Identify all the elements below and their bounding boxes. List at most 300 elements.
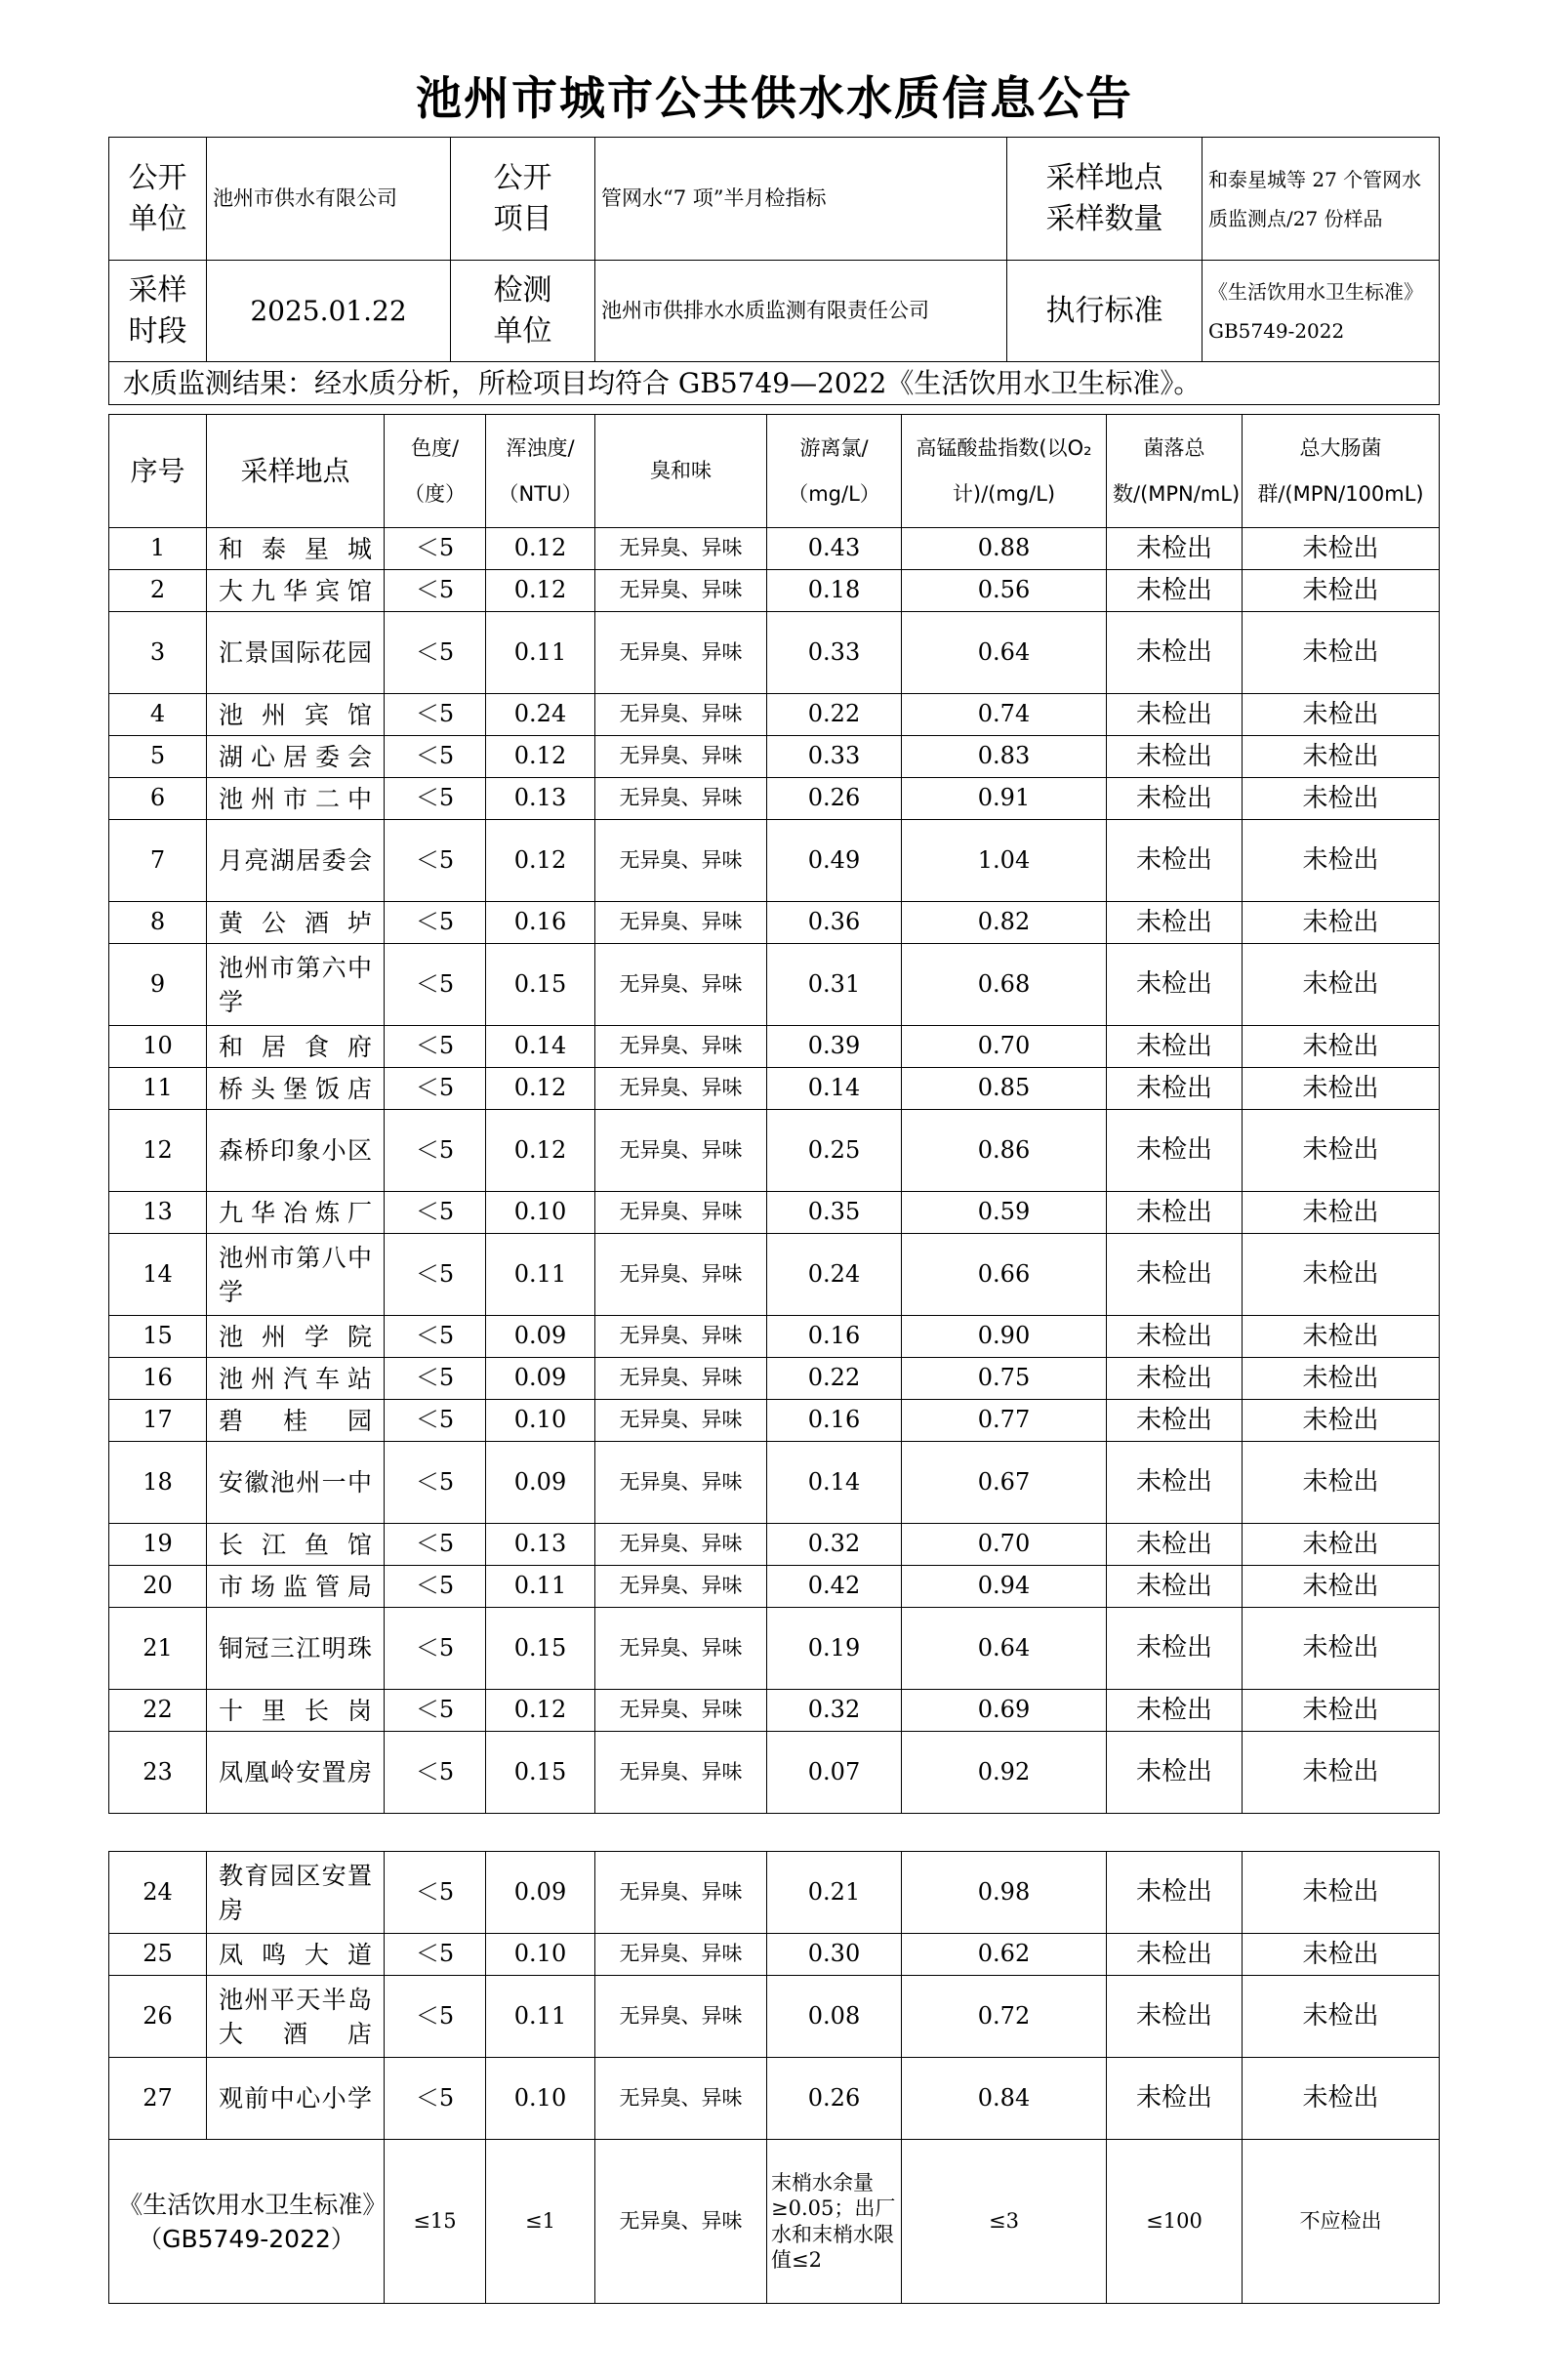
cell-turbidity: 0.16 [486, 902, 595, 944]
cell-odor: 无异臭、异味 [595, 1234, 767, 1316]
cell-coliform: 未检出 [1243, 2058, 1440, 2140]
cell-coliform: 未检出 [1243, 1608, 1440, 1690]
cell-odor: 无异臭、异味 [595, 1068, 767, 1110]
cell-site: 池州市二中 [207, 778, 385, 820]
cell-site: 汇景国际花园 [207, 612, 385, 694]
cell-turbidity: 0.11 [486, 1976, 595, 2058]
cell-no: 13 [109, 1192, 207, 1234]
cell-no: 9 [109, 944, 207, 1026]
cell-site: 黄公酒垆 [207, 902, 385, 944]
col-color: 色度/（度） [385, 415, 486, 528]
cell-color: ＜5 [385, 1316, 486, 1358]
cell-site: 大九华宾馆 [207, 570, 385, 612]
cell-coliform: 未检出 [1243, 1358, 1440, 1400]
cell-turbidity: 0.15 [486, 944, 595, 1026]
cell-turbidity: 0.12 [486, 528, 595, 570]
cell-color: ＜5 [385, 820, 486, 902]
table-row [109, 902, 1440, 944]
sample-value: 和泰星城等 27 个管网水质监测点/27 份样品 [1203, 138, 1440, 261]
cell-odor: 无异臭、异味 [595, 1192, 767, 1234]
cell-odor: 无异臭、异味 [595, 570, 767, 612]
standard-odor: 无异臭、异味 [595, 2140, 767, 2304]
cell-chlorine: 0.30 [767, 1934, 902, 1976]
cell-no: 20 [109, 1566, 207, 1608]
cell-turbidity: 0.13 [486, 778, 595, 820]
table-row [109, 1690, 1440, 1732]
cell-colony: 未检出 [1107, 1442, 1243, 1524]
standard-turbidity: ≤1 [486, 2140, 595, 2304]
cell-color: ＜5 [385, 1934, 486, 1976]
cell-coliform: 未检出 [1243, 612, 1440, 694]
cell-colony: 未检出 [1107, 1026, 1243, 1068]
cell-no: 23 [109, 1732, 207, 1814]
cell-site: 安徽池州一中 [207, 1442, 385, 1524]
cell-coliform: 未检出 [1243, 1732, 1440, 1814]
cell-color: ＜5 [385, 778, 486, 820]
cell-site: 和居食府 [207, 1026, 385, 1068]
cell-site: 月亮湖居委会 [207, 820, 385, 902]
col-odor: 臭和味 [595, 415, 767, 528]
table-row [109, 778, 1440, 820]
cell-chlorine: 0.18 [767, 570, 902, 612]
cell-no: 12 [109, 1110, 207, 1192]
cell-cod: 0.64 [902, 612, 1107, 694]
cell-chlorine: 0.24 [767, 1234, 902, 1316]
cell-turbidity: 0.09 [486, 1316, 595, 1358]
cell-coliform: 未检出 [1243, 1566, 1440, 1608]
cell-cod: 0.64 [902, 1608, 1107, 1690]
cell-odor: 无异臭、异味 [595, 1400, 767, 1442]
cell-coliform: 未检出 [1243, 1934, 1440, 1976]
cell-cod: 0.85 [902, 1068, 1107, 1110]
cell-colony: 未检出 [1107, 2058, 1243, 2140]
results-table-continued [108, 1851, 1440, 2304]
cell-chlorine: 0.08 [767, 1976, 902, 2058]
cell-cod: 0.59 [902, 1192, 1107, 1234]
cell-coliform: 未检出 [1243, 736, 1440, 778]
cell-odor: 无异臭、异味 [595, 694, 767, 736]
cell-no: 3 [109, 612, 207, 694]
results-table [108, 414, 1440, 1814]
cell-chlorine: 0.33 [767, 736, 902, 778]
cell-coliform: 未检出 [1243, 694, 1440, 736]
cell-site: 碧桂园 [207, 1400, 385, 1442]
cell-no: 24 [109, 1852, 207, 1934]
cell-colony: 未检出 [1107, 1192, 1243, 1234]
cell-cod: 0.91 [902, 778, 1107, 820]
cell-turbidity: 0.13 [486, 1524, 595, 1566]
cell-coliform: 未检出 [1243, 944, 1440, 1026]
cell-site: 桥头堡饭店 [207, 1068, 385, 1110]
cell-colony: 未检出 [1107, 1110, 1243, 1192]
cell-odor: 无异臭、异味 [595, 1934, 767, 1976]
cell-odor: 无异臭、异味 [595, 778, 767, 820]
cell-color: ＜5 [385, 1732, 486, 1814]
cell-site: 市场监管局 [207, 1566, 385, 1608]
cell-odor: 无异臭、异味 [595, 612, 767, 694]
result-text: 水质监测结果：经水质分析，所检项目均符合 GB5749—2022《生活饮用水卫生标准》。 [109, 362, 1440, 405]
cell-site: 池州市第八中学 [207, 1234, 385, 1316]
cell-chlorine: 0.42 [767, 1566, 902, 1608]
cell-no: 2 [109, 570, 207, 612]
table-row [109, 1608, 1440, 1690]
cell-chlorine: 0.49 [767, 820, 902, 902]
cell-turbidity: 0.12 [486, 570, 595, 612]
cell-color: ＜5 [385, 1524, 486, 1566]
cell-site: 观前中心小学 [207, 2058, 385, 2140]
table-row [109, 736, 1440, 778]
cell-odor: 无异臭、异味 [595, 528, 767, 570]
cell-site: 池州学院 [207, 1316, 385, 1358]
standard-cod: ≤3 [902, 2140, 1107, 2304]
standard-chlorine: 末梢水余量≥0.05；出厂水和末梢水限值≤2 [767, 2140, 902, 2304]
standard-label: 《生活饮用水卫生标准》（GB5749-2022） [109, 2140, 385, 2304]
cell-turbidity: 0.12 [486, 1110, 595, 1192]
standard-color: ≤15 [385, 2140, 486, 2304]
cell-colony: 未检出 [1107, 1690, 1243, 1732]
cell-no: 19 [109, 1524, 207, 1566]
cell-turbidity: 0.12 [486, 1690, 595, 1732]
cell-color: ＜5 [385, 1192, 486, 1234]
cell-turbidity: 0.24 [486, 694, 595, 736]
cell-cod: 0.75 [902, 1358, 1107, 1400]
cell-coliform: 未检出 [1243, 778, 1440, 820]
cell-coliform: 未检出 [1243, 1852, 1440, 1934]
cell-cod: 1.04 [902, 820, 1107, 902]
cell-turbidity: 0.15 [486, 1608, 595, 1690]
cell-turbidity: 0.11 [486, 1566, 595, 1608]
cell-no: 18 [109, 1442, 207, 1524]
cell-site: 池州汽车站 [207, 1358, 385, 1400]
cell-site: 和泰星城 [207, 528, 385, 570]
cell-colony: 未检出 [1107, 1852, 1243, 1934]
cell-cod: 0.72 [902, 1976, 1107, 2058]
cell-color: ＜5 [385, 902, 486, 944]
cell-coliform: 未检出 [1243, 1524, 1440, 1566]
table-row [109, 1976, 1440, 2058]
cell-cod: 0.70 [902, 1524, 1107, 1566]
cell-chlorine: 0.14 [767, 1068, 902, 1110]
table-row [109, 1358, 1440, 1400]
cell-colony: 未检出 [1107, 570, 1243, 612]
cell-odor: 无异臭、异味 [595, 1316, 767, 1358]
cell-coliform: 未检出 [1243, 1976, 1440, 2058]
cell-turbidity: 0.10 [486, 2058, 595, 2140]
cell-chlorine: 0.22 [767, 694, 902, 736]
cell-color: ＜5 [385, 1358, 486, 1400]
cell-coliform: 未检出 [1243, 528, 1440, 570]
cell-odor: 无异臭、异味 [595, 1524, 767, 1566]
item-value: 管网水“7 项”半月检指标 [595, 138, 1007, 261]
cell-chlorine: 0.14 [767, 1442, 902, 1524]
cell-chlorine: 0.33 [767, 612, 902, 694]
cell-color: ＜5 [385, 736, 486, 778]
table-row [109, 570, 1440, 612]
cell-coliform: 未检出 [1243, 820, 1440, 902]
cell-coliform: 未检出 [1243, 1026, 1440, 1068]
cell-site: 九华冶炼厂 [207, 1192, 385, 1234]
cell-no: 8 [109, 902, 207, 944]
cell-odor: 无异臭、异味 [595, 1976, 767, 2058]
table-row [109, 1442, 1440, 1524]
cell-chlorine: 0.35 [767, 1192, 902, 1234]
table-row [109, 528, 1440, 570]
period-value: 2025.01.22 [207, 261, 451, 362]
cell-colony: 未检出 [1107, 820, 1243, 902]
cell-turbidity: 0.10 [486, 1400, 595, 1442]
cell-site: 铜冠三江明珠 [207, 1608, 385, 1690]
table-row [109, 1732, 1440, 1814]
cell-no: 14 [109, 1234, 207, 1316]
cell-chlorine: 0.39 [767, 1026, 902, 1068]
cell-coliform: 未检出 [1243, 1068, 1440, 1110]
cell-colony: 未检出 [1107, 1934, 1243, 1976]
cell-no: 17 [109, 1400, 207, 1442]
cell-no: 10 [109, 1026, 207, 1068]
cell-cod: 0.84 [902, 2058, 1107, 2140]
cell-color: ＜5 [385, 944, 486, 1026]
cell-odor: 无异臭、异味 [595, 944, 767, 1026]
cell-cod: 0.88 [902, 528, 1107, 570]
cell-odor: 无异臭、异味 [595, 1852, 767, 1934]
cell-cod: 0.83 [902, 736, 1107, 778]
cell-coliform: 未检出 [1243, 1316, 1440, 1358]
cell-colony: 未检出 [1107, 612, 1243, 694]
item-label: 公开 项目 [451, 138, 595, 261]
cell-site: 长江鱼馆 [207, 1524, 385, 1566]
cell-no: 15 [109, 1316, 207, 1358]
cell-coliform: 未检出 [1243, 570, 1440, 612]
table-row [109, 1566, 1440, 1608]
cell-no: 7 [109, 820, 207, 902]
cell-turbidity: 0.09 [486, 1442, 595, 1524]
cell-coliform: 未检出 [1243, 1442, 1440, 1524]
cell-site: 凤鸣大道 [207, 1934, 385, 1976]
cell-no: 21 [109, 1608, 207, 1690]
col-site: 采样地点 [207, 415, 385, 528]
cell-color: ＜5 [385, 1442, 486, 1524]
cell-cod: 0.70 [902, 1026, 1107, 1068]
cell-cod: 0.69 [902, 1690, 1107, 1732]
cell-chlorine: 0.16 [767, 1400, 902, 1442]
col-turbidity: 浑浊度/（NTU） [486, 415, 595, 528]
cell-cod: 0.67 [902, 1442, 1107, 1524]
cell-odor: 无异臭、异味 [595, 736, 767, 778]
cell-cod: 0.77 [902, 1400, 1107, 1442]
cell-color: ＜5 [385, 1976, 486, 2058]
cell-colony: 未检出 [1107, 694, 1243, 736]
cell-turbidity: 0.14 [486, 1026, 595, 1068]
table-row [109, 820, 1440, 902]
cell-no: 11 [109, 1068, 207, 1110]
cell-cod: 0.92 [902, 1732, 1107, 1814]
table-row [109, 1400, 1440, 1442]
cell-odor: 无异臭、异味 [595, 1732, 767, 1814]
cell-colony: 未检出 [1107, 1608, 1243, 1690]
cell-no: 26 [109, 1976, 207, 2058]
cell-coliform: 未检出 [1243, 1400, 1440, 1442]
cell-color: ＜5 [385, 1068, 486, 1110]
cell-chlorine: 0.16 [767, 1316, 902, 1358]
table-row [109, 1234, 1440, 1316]
cell-turbidity: 0.11 [486, 612, 595, 694]
cell-color: ＜5 [385, 612, 486, 694]
cell-turbidity: 0.15 [486, 1732, 595, 1814]
cell-no: 5 [109, 736, 207, 778]
cell-colony: 未检出 [1107, 1566, 1243, 1608]
cell-chlorine: 0.07 [767, 1732, 902, 1814]
cell-odor: 无异臭、异味 [595, 1358, 767, 1400]
cell-chlorine: 0.31 [767, 944, 902, 1026]
col-chlorine: 游离氯/（mg/L） [767, 415, 902, 528]
cell-colony: 未检出 [1107, 1976, 1243, 2058]
cell-turbidity: 0.11 [486, 1234, 595, 1316]
cell-site: 教育园区安置房 [207, 1852, 385, 1934]
standard-coliform: 不应检出 [1243, 2140, 1440, 2304]
std-value: 《生活饮用水卫生标准》GB5749-2022 [1203, 261, 1440, 362]
cell-no: 22 [109, 1690, 207, 1732]
cell-chlorine: 0.43 [767, 528, 902, 570]
cell-color: ＜5 [385, 694, 486, 736]
lab-value: 池州市供排水水质监测有限责任公司 [595, 261, 1007, 362]
cell-site: 池州宾馆 [207, 694, 385, 736]
cell-colony: 未检出 [1107, 736, 1243, 778]
cell-odor: 无异臭、异味 [595, 1110, 767, 1192]
cell-turbidity: 0.12 [486, 820, 595, 902]
cell-turbidity: 0.12 [486, 1068, 595, 1110]
cell-color: ＜5 [385, 2058, 486, 2140]
cell-turbidity: 0.09 [486, 1358, 595, 1400]
cell-color: ＜5 [385, 1026, 486, 1068]
table-row [109, 694, 1440, 736]
cell-site: 十里长岗 [207, 1690, 385, 1732]
cell-colony: 未检出 [1107, 944, 1243, 1026]
std-label: 执行标准 [1007, 261, 1203, 362]
cell-cod: 0.74 [902, 694, 1107, 736]
cell-color: ＜5 [385, 1110, 486, 1192]
cell-turbidity: 0.10 [486, 1934, 595, 1976]
cell-color: ＜5 [385, 1400, 486, 1442]
cell-chlorine: 0.32 [767, 1690, 902, 1732]
lab-label: 检测 单位 [451, 261, 595, 362]
cell-colony: 未检出 [1107, 1358, 1243, 1400]
sample-label: 采样地点 采样数量 [1007, 138, 1203, 261]
cell-colony: 未检出 [1107, 1524, 1243, 1566]
cell-colony: 未检出 [1107, 1316, 1243, 1358]
cell-color: ＜5 [385, 1234, 486, 1316]
cell-color: ＜5 [385, 1690, 486, 1732]
table-row [109, 1934, 1440, 1976]
cell-site: 森桥印象小区 [207, 1110, 385, 1192]
cell-chlorine: 0.19 [767, 1608, 902, 1690]
cell-coliform: 未检出 [1243, 1690, 1440, 1732]
cell-color: ＜5 [385, 528, 486, 570]
table-row [109, 1110, 1440, 1192]
table-row [109, 1192, 1440, 1234]
cell-odor: 无异臭、异味 [595, 1026, 767, 1068]
cell-turbidity: 0.10 [486, 1192, 595, 1234]
cell-colony: 未检出 [1107, 778, 1243, 820]
standard-colony: ≤100 [1107, 2140, 1243, 2304]
cell-chlorine: 0.26 [767, 778, 902, 820]
cell-no: 16 [109, 1358, 207, 1400]
table-row [109, 2058, 1440, 2140]
cell-color: ＜5 [385, 1566, 486, 1608]
cell-chlorine: 0.25 [767, 1110, 902, 1192]
col-no: 序号 [109, 415, 207, 528]
cell-colony: 未检出 [1107, 902, 1243, 944]
cell-site: 湖心居委会 [207, 736, 385, 778]
cell-no: 1 [109, 528, 207, 570]
cell-chlorine: 0.32 [767, 1524, 902, 1566]
cell-colony: 未检出 [1107, 1732, 1243, 1814]
cell-no: 25 [109, 1934, 207, 1976]
cell-no: 6 [109, 778, 207, 820]
cell-odor: 无异臭、异味 [595, 1566, 767, 1608]
unit-label: 公开 单位 [109, 138, 207, 261]
cell-color: ＜5 [385, 570, 486, 612]
cell-turbidity: 0.09 [486, 1852, 595, 1934]
cell-chlorine: 0.22 [767, 1358, 902, 1400]
cell-no: 4 [109, 694, 207, 736]
table-row [109, 1316, 1440, 1358]
table-row [109, 1026, 1440, 1068]
cell-cod: 0.62 [902, 1934, 1107, 1976]
table-row [109, 1068, 1440, 1110]
cell-colony: 未检出 [1107, 528, 1243, 570]
cell-coliform: 未检出 [1243, 1234, 1440, 1316]
col-cod: 高锰酸盐指数(以O₂计)/(mg/L) [902, 415, 1107, 528]
cell-odor: 无异臭、异味 [595, 1442, 767, 1524]
page-title: 池州市城市公共供水水质信息公告 [416, 72, 1133, 126]
cell-site: 凤凰岭安置房 [207, 1732, 385, 1814]
cell-chlorine: 0.36 [767, 902, 902, 944]
period-label: 采样 时段 [109, 261, 207, 362]
cell-cod: 0.86 [902, 1110, 1107, 1192]
cell-coliform: 未检出 [1243, 902, 1440, 944]
info-table [108, 137, 1440, 405]
cell-cod: 0.94 [902, 1566, 1107, 1608]
cell-odor: 无异臭、异味 [595, 1690, 767, 1732]
cell-colony: 未检出 [1107, 1068, 1243, 1110]
cell-coliform: 未检出 [1243, 1192, 1440, 1234]
cell-odor: 无异臭、异味 [595, 902, 767, 944]
cell-no: 27 [109, 2058, 207, 2140]
cell-turbidity: 0.12 [486, 736, 595, 778]
cell-cod: 0.82 [902, 902, 1107, 944]
table-row [109, 612, 1440, 694]
cell-site: 池州市第六中学 [207, 944, 385, 1026]
cell-cod: 0.56 [902, 570, 1107, 612]
cell-odor: 无异臭、异味 [595, 1608, 767, 1690]
table-row [109, 1852, 1440, 1934]
cell-cod: 0.90 [902, 1316, 1107, 1358]
cell-chlorine: 0.21 [767, 1852, 902, 1934]
cell-coliform: 未检出 [1243, 1110, 1440, 1192]
cell-color: ＜5 [385, 1608, 486, 1690]
col-colony: 菌落总数/(MPN/mL) [1107, 415, 1243, 528]
table-row [109, 944, 1440, 1026]
cell-cod: 0.66 [902, 1234, 1107, 1316]
table-row [109, 1524, 1440, 1566]
cell-colony: 未检出 [1107, 1234, 1243, 1316]
unit-value: 池州市供水有限公司 [207, 138, 451, 261]
cell-site: 池州平天半岛大酒店 [207, 1976, 385, 2058]
col-coliform: 总大肠菌群/(MPN/100mL) [1243, 415, 1440, 528]
cell-colony: 未检出 [1107, 1400, 1243, 1442]
cell-cod: 0.68 [902, 944, 1107, 1026]
cell-odor: 无异臭、异味 [595, 2058, 767, 2140]
